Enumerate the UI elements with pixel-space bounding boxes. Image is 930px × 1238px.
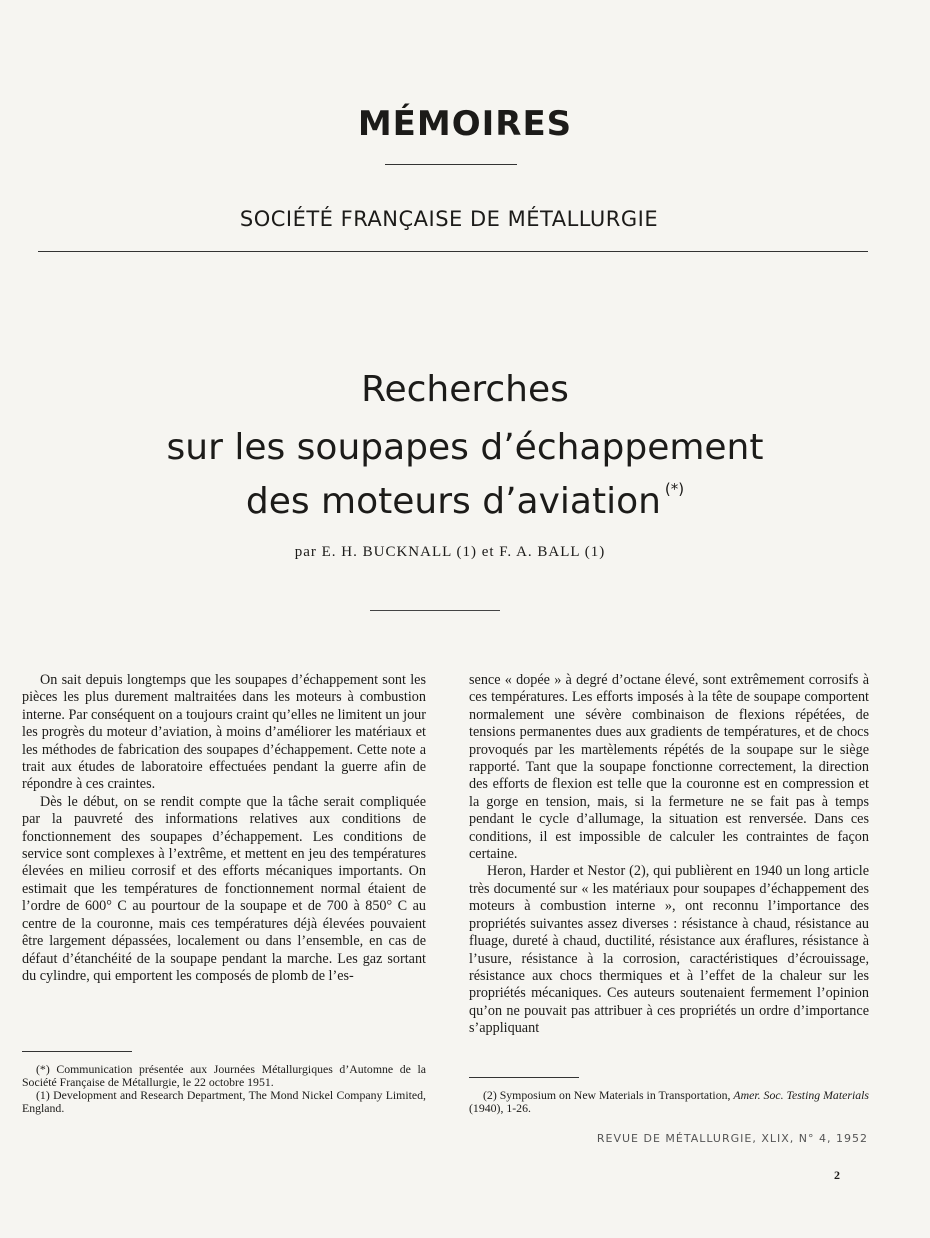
paragraph: sence « dopée » à degré d’octane élevé, sont extrêmement corrosifs à ces températures. Les efforts imposés à la tête de soupape comportent normalement une sévère combinaison de flexions répétées, de tensions permanentes dues aux gradients de températures, et de chocs provoqués par les martèlements répétés de la soupape sur le siège rapporté. Tant que la soupape fonctionne correctement, la direction des efforts de flexion est telle que la couronne est en compression et la gorge en tension, mais, si la fermeture ne se fait pas à temps pendant le cycle d’allumage, la situation est renversée. Dans ces conditions, il est impossible de calculer les contraintes de façon certaine. [469, 672, 869, 863]
footnote-2-prefix: (2) Symposium on New Materials in Transportation, [483, 1088, 734, 1102]
footnote-1: (1) Development and Research Department, The Mond Nickel Company Limited, England. [22, 1088, 426, 1115]
title-divider [370, 610, 500, 611]
article-title-line-1: Recherches [361, 369, 569, 410]
paragraph: Dès le début, on se rendit compte que la tâche serait compliquée par la pauvreté des informations relatives aux conditions de fonctionnement des soupapes d’échappement. Les conditions de service sont complexes à l’extrême, et mettent en jeu des températures élevées en milieu corrosif et des efforts mécaniques importants. On estimait que les températures de fonctionnement normal étaient de l’ordre de 600° C au pourtour de la soupape et de 700 à 850° C au centre de la couronne, mais ces températures déjà élevées pouvaient être largement dépassées, localement ou dans l’ensemble, en cas de défaut d’étanchéité de la soupape pendant la marche. Les gaz sortant du cylindre, qui emportent les composés de plomb de l’es- [22, 793, 426, 984]
header-rule [38, 251, 868, 252]
body-column-left [22, 672, 426, 985]
title-footnote-mark: (*) [664, 480, 685, 498]
society-name: SOCIÉTÉ FRANÇAISE DE MÉTALLURGIE [239, 207, 659, 231]
footnotes-left [22, 1063, 426, 1115]
section-divider [385, 164, 517, 165]
journal-reference: REVUE DE MÉTALLURGIE, XLIX, N° 4, 1952 [596, 1132, 868, 1145]
footnotes-right [469, 1089, 869, 1115]
footnote-2-journal: Amer. Soc. Testing Materials [733, 1088, 869, 1102]
article-title-line-2: sur les soupapes d’échappement [166, 427, 764, 468]
article-byline: par E. H. BUCKNALL (1) et F. A. BALL (1) [294, 544, 606, 560]
article-title-line-3 [0, 480, 930, 522]
footnote-2 [469, 1089, 869, 1115]
page-number: 2 [834, 1168, 840, 1182]
body-column-right [469, 672, 869, 1038]
paragraph: Heron, Harder et Nestor (2), qui publièrent en 1940 un long article très documenté sur « les matériaux pour soupapes d’échappement des moteurs à combustion interne », ont reconnu l’importance des propriétés suivantes assez diverses : résistance à chaud, résistance au fluage, dureté à chaud, ductilité, résistance aux éraflures, résistance à l’usure, résistance à la corrosion, caractéristiques d’écrouissage, résistance aux chocs thermiques et à l’effet de la chaleur sur les propriétés mécaniques. Ces auteurs soutenaient fermement l’opinion qu’on ne pouvait pas attribuer à ces propriétés un ordre d’importance s’appliquant [469, 863, 869, 1037]
footnote-star: (*) Communication présentée aux Journées Métallurgiques d’Automne de la Société Française de Métallurgie, le 22 octobre 1951. [22, 1062, 426, 1089]
footnote-rule-left [22, 1051, 132, 1052]
footnote-rule-right [469, 1077, 579, 1078]
footnote-2-suffix: (1940), 1-26. [469, 1101, 531, 1115]
paragraph: On sait depuis longtemps que les soupapes d’échappement sont les pièces les plus durement maltraitées dans les moteurs à combustion interne. Par conséquent on a toujours craint qu’elles ne limitent un jour les progrès du moteur d’aviation, à moins d’améliorer les matériaux et les méthodes de fabrication des soupapes d’échappement. Cette note a trait aux études de laboratoire effectuées pendant la guerre afin de répondre à ces craintes. [22, 672, 426, 793]
section-heading: MÉMOIRES [357, 104, 573, 144]
article-title-line-3-text: des moteurs d’aviation [245, 481, 661, 522]
